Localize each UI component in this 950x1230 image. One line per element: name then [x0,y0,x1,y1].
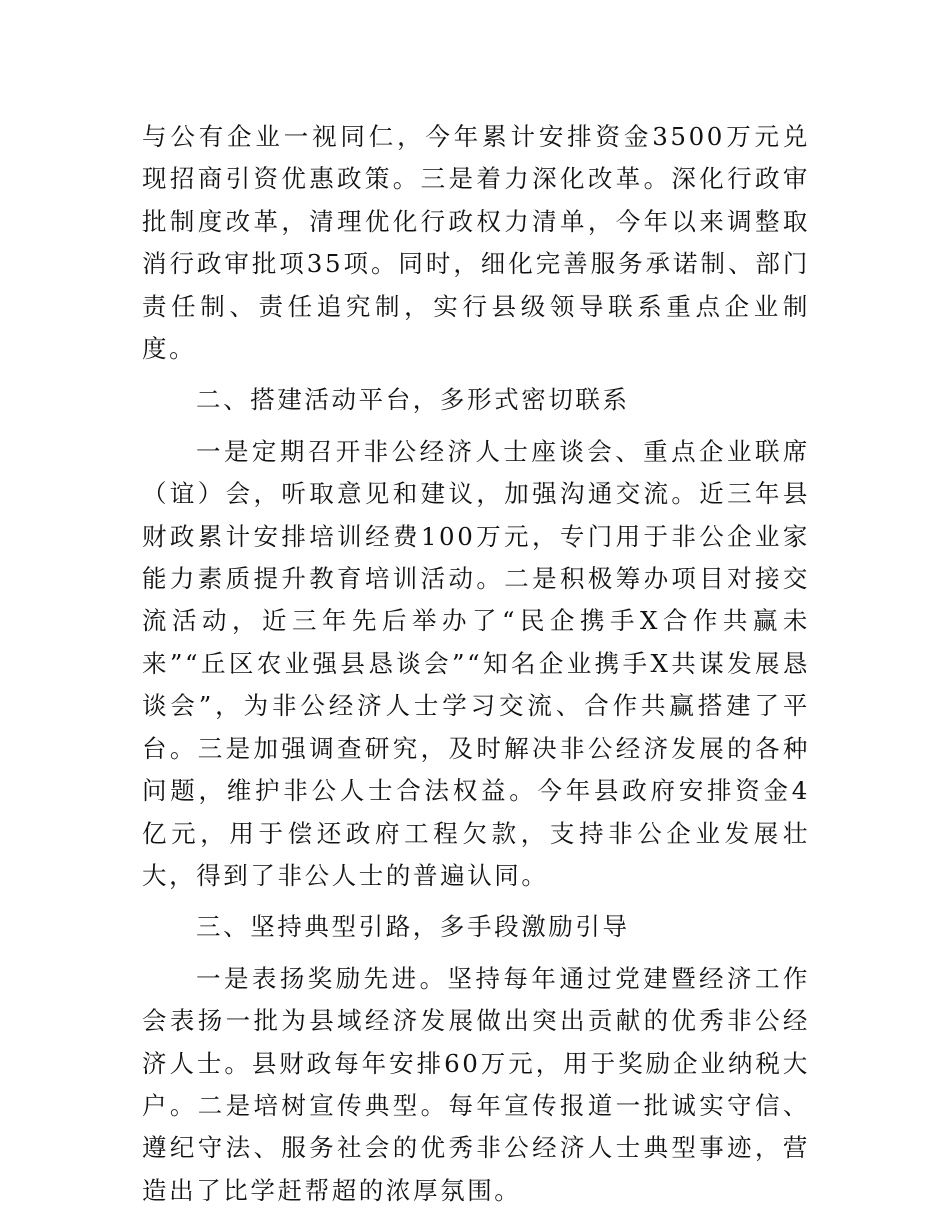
section-heading-2: 二、搭建活动平台，多形式密切联系 [196,385,630,415]
paragraph-body: 一是表扬奖励先进。坚持每年通过党建暨经济工作会表扬一批为县域经济发展做出突出贡献的优秀非公经济人士。县财政每年安排60万元，用于奖励企业纳税大户。二是培树宣传典型。每年宣传报道一批诚实守信、遵纪守法、服务社会的优秀非公经济人士典型事迹，营造出了比学赶帮超的浓厚氛围。 [142,963,810,1205]
section-heading-3: 三、坚持典型引路，多手段激励引导 [196,912,630,942]
paragraph-body: 一是定期召开非公经济人士座谈会、重点企业联席（谊）会，听取意见和建议，加强沟通交流。近三年县财政累计安排培训经费100万元，专门用于非公企业家能力素质提升教育培训活动。二是积极筹办项目对接交流活动，近三年先后举办了“民企携手X合作共赢未来”“丘区农业强县恳谈会”“知名企业携手X共谋发展恳谈会”，为非公经济人士学习交流、合作共赢搭建了平台。三是加强调查研究，及时解决非公经济发展的各种问题，维护非公人士合法权益。今年县政府安排资金4亿元，用于偿还政府工程欠款，支持非公企业发展壮大，得到了非公人士的普遍认同。 [142,436,810,890]
document-body [142,116,810,1221]
paragraph-continuation: 与公有企业一视同仁，今年累计安排资金3500万元兑现招商引资优惠政策。三是着力深化改革。深化行政审批制度改革，清理优化行政权力清单，今年以来调整取消行政审批项35项。同时，细化完善服务承诺制、部门责任制、责任追究制，实行县级领导联系重点企业制度。 [142,122,810,364]
